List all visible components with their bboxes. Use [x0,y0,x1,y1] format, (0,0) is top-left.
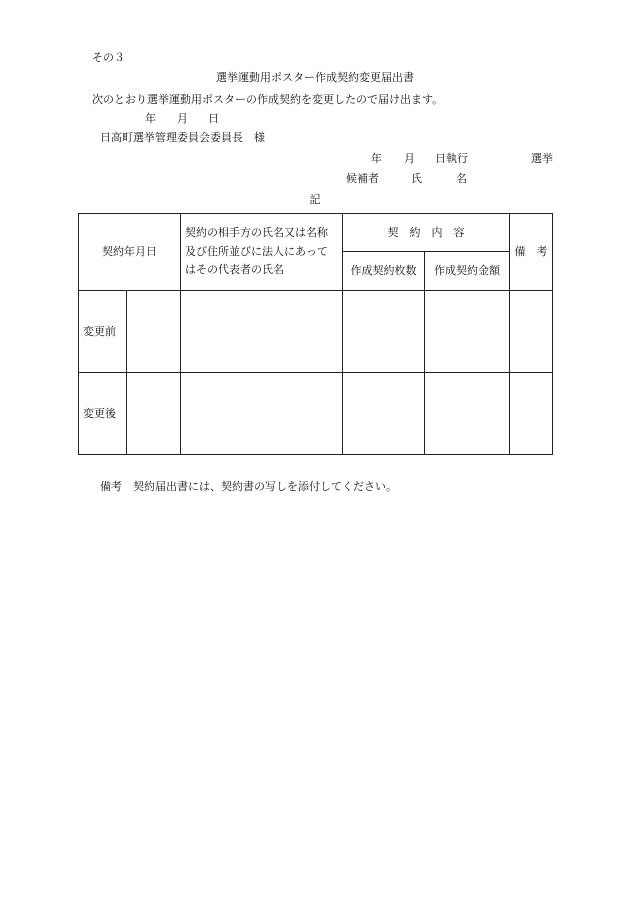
document-title: 選挙運動用ポスター作成契約変更届出書 [216,71,414,84]
before-date-cell[interactable] [127,291,181,373]
header-contract-party: 契約の相手方の氏名又は名称及び住所並びに法人にあってはその代表者の氏名 [181,214,343,291]
submission-date-month: 月 [177,112,188,125]
table-row [79,291,553,373]
note-text: 備考 契約届出書には、契約書の写しを添付してください。 [100,480,397,493]
candidate-name-1: 氏 [411,172,422,185]
after-party-cell[interactable] [181,373,343,455]
election-day-exec: 日執行 [435,152,468,165]
after-date-cell[interactable] [127,373,181,455]
before-count-cell[interactable] [343,291,425,373]
election-type: 選挙 [531,152,553,165]
row-before-label: 変更前 [79,291,127,373]
contract-table [78,213,553,455]
after-remarks-cell[interactable] [510,373,553,455]
table-row [79,373,553,455]
intro-text: 次のとおり選挙運動用ポスターの作成契約を変更したので届け出ます。 [92,93,444,106]
before-remarks-cell[interactable] [510,291,553,373]
submission-date-day: 日 [208,112,219,125]
before-amount-cell[interactable] [425,291,510,373]
header-count: 作成契約枚数 [343,252,425,291]
election-month: 月 [404,152,415,165]
after-count-cell[interactable] [343,373,425,455]
header-contract-content: 契 約 内 容 [343,214,510,252]
submission-date-year: 年 [145,112,156,125]
election-year: 年 [371,152,382,165]
header-contract-date: 契約年月日 [79,214,181,291]
header-remarks: 備 考 [510,214,553,291]
form-number: その３ [92,51,125,64]
before-party-cell[interactable] [181,291,343,373]
after-amount-cell[interactable] [425,373,510,455]
ki-heading: 記 [309,193,321,206]
header-amount: 作成契約金額 [425,252,510,291]
candidate-label: 候補者 [346,172,379,185]
candidate-name-2: 名 [456,172,467,185]
row-after-label: 変更後 [79,373,127,455]
addressee: 日高町選挙管理委員会委員長 様 [100,131,265,144]
